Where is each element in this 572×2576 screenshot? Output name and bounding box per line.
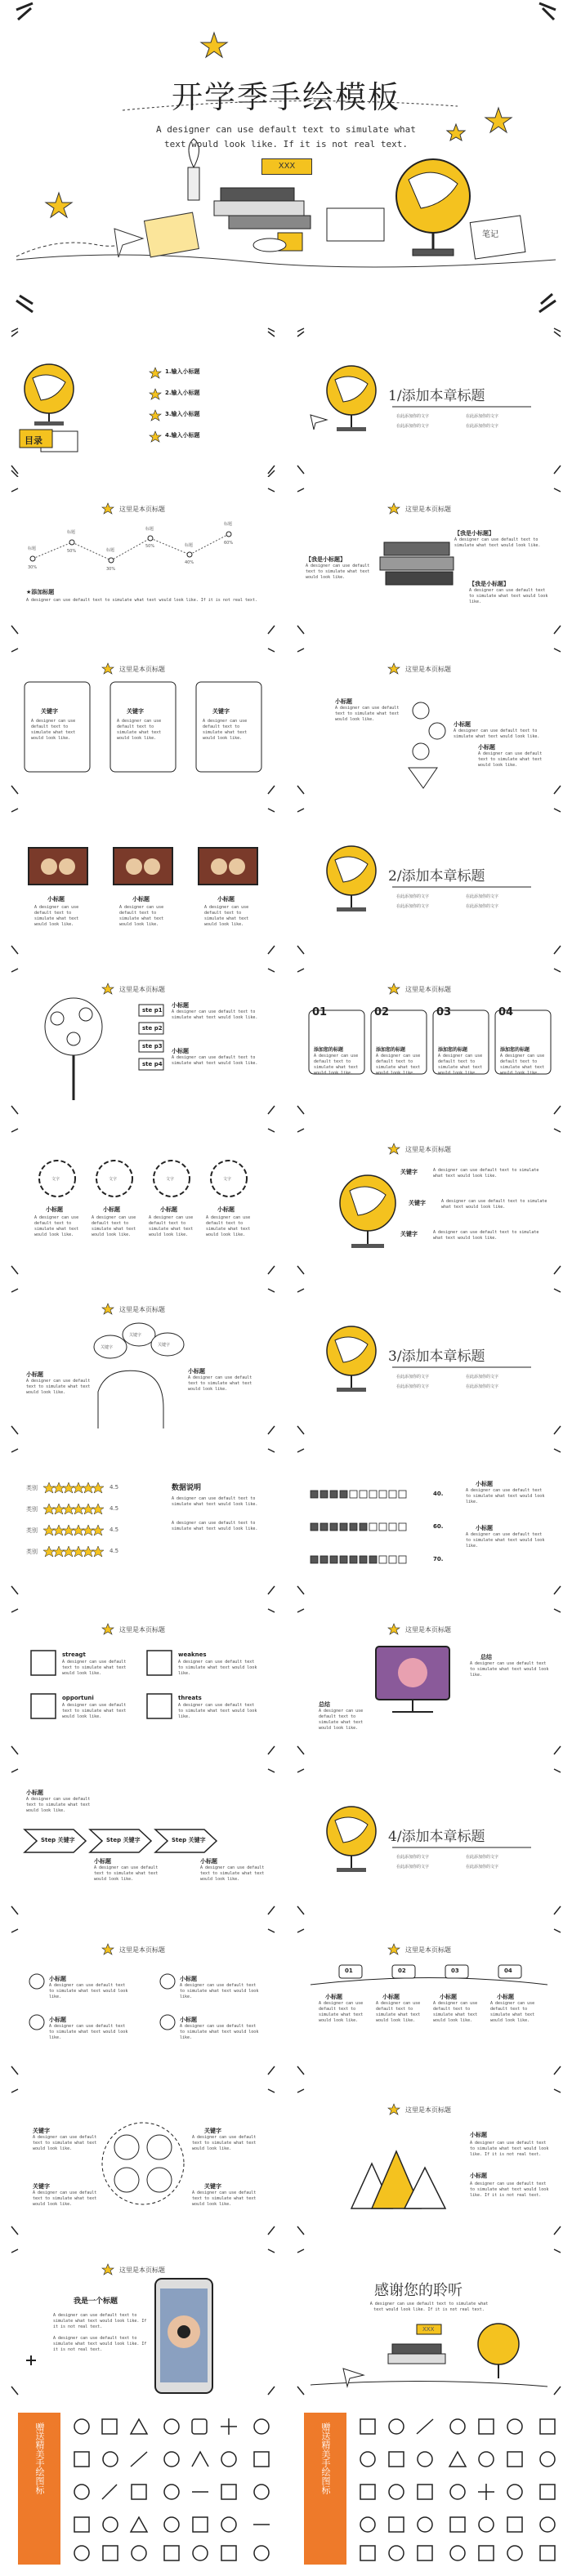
desc: A designer can use default text to simulate what text would look like. — [180, 2024, 259, 2040]
step-arrow-label: Step 关键字 — [172, 1837, 206, 1843]
sub-heading: 小标题 — [497, 1994, 514, 2000]
rating-value: 4.5 — [109, 1548, 119, 1554]
section-bullet: 在此添加你的文字 — [396, 424, 430, 429]
desc: A designer can use default text to simulate what text would look like. — [478, 751, 543, 768]
sub-heading: 小标题 — [49, 2017, 66, 2023]
slide-section-1 — [294, 325, 564, 477]
desc: A designer can use default text to simulate what text would look like. — [180, 1983, 259, 1999]
desc: A designer can use default text to simulate what text would look like. — [33, 2190, 97, 2207]
chart-label: 标题 — [224, 522, 233, 527]
icons-title: 赠送精美手绘图标 — [34, 2422, 45, 2494]
slide-frame — [8, 325, 278, 477]
slide-icons-1 — [8, 2406, 278, 2569]
keyword-label: 关键字 — [127, 708, 144, 715]
sub-heading: 小标题 — [160, 1206, 177, 1213]
desc: A designer can use default text to simulate what text would look like. — [178, 1660, 257, 1676]
phone-title: 我是一个标题 — [74, 2297, 118, 2306]
slide-title: 这里是本页标题 — [405, 666, 451, 673]
slide-title: 这里是本页标题 — [405, 986, 451, 993]
desc: A designer can use default text to simulate what text would look like. — [438, 1054, 483, 1076]
slide-thinking — [8, 1286, 278, 1437]
slide-timeline — [294, 1926, 564, 2078]
sub-heading: 小标题 — [94, 1858, 111, 1865]
desc: A designer can use default text to simulate what text would look like. — [433, 2001, 478, 2023]
step-label: ste p4 — [142, 1061, 163, 1067]
toc-label: 目录 — [25, 435, 42, 446]
rating-label: 类别 — [26, 1527, 38, 1534]
desc: A designer can use default text to simulate what text would look like. — [204, 905, 249, 927]
notebook-label: 笔记 — [482, 230, 498, 239]
rating-label: 类别 — [26, 1485, 38, 1491]
slide-frame — [294, 1446, 564, 1598]
slide-gears — [8, 1125, 278, 1277]
sub-heading: 小标题 — [217, 896, 235, 902]
step-arrow-label: Step 关键字 — [41, 1837, 75, 1843]
sub-heading: 小标题 — [217, 1206, 235, 1213]
toc-item[interactable]: 3.输入小标题 — [165, 411, 200, 417]
desc: A designer can use default text to simulate what text would look like. — [470, 1661, 549, 1678]
icon-grid — [351, 2406, 564, 2569]
sub-heading: 小标题 — [172, 1048, 189, 1054]
chart-value: 50% — [145, 544, 155, 549]
slide-toc — [8, 325, 278, 477]
desc: A designer can use default text to simulate what text would look like. — [92, 1215, 136, 1237]
icons-title: 赠送精美手绘图标 — [320, 2422, 331, 2494]
slide-section-4 — [294, 1766, 564, 1918]
slide-title: 这里是本页标题 — [119, 1626, 165, 1633]
number-label: 03 — [436, 1006, 452, 1018]
think-keyword: 关键字 — [101, 1345, 114, 1350]
desc: A designer can use default text to simulate what text would look like. — [34, 905, 79, 927]
chart-label: 标题 — [67, 530, 76, 535]
swot-label: weaknes — [178, 1651, 207, 1658]
chart-value: 40% — [185, 560, 194, 565]
slide-frame — [8, 1125, 278, 1277]
step-label: ste p2 — [142, 1025, 163, 1032]
gear-label: 文字 — [51, 1177, 60, 1182]
slide-title: 这里是本页标题 — [405, 1146, 451, 1153]
timeline-number: 03 — [451, 1968, 459, 1974]
summary-label: 总结 — [319, 1701, 330, 1708]
slide-summary — [294, 1606, 564, 1758]
sub-heading: 小标题 — [478, 744, 495, 751]
slide-thanks — [294, 2246, 564, 2398]
thanks-subtitle: A designer can use default text to simulate what text would look like. If it is not real text. — [369, 2302, 489, 2312]
section-bullet: 在此添加你的文字 — [466, 424, 499, 429]
slide-photos — [8, 805, 278, 957]
desc: A designer can use default text to simulate what text would look like. If it is not real text. — [470, 2182, 549, 2198]
sub-heading: 小标题 — [180, 2017, 197, 2023]
slide-title: 这里是本页标题 — [119, 2266, 165, 2274]
chart-value: 50% — [67, 549, 77, 554]
chart-label: 标题 — [28, 546, 37, 551]
desc: A designer can use default text to simulate what text would look like. — [433, 1230, 539, 1241]
gear-label: 文字 — [166, 1177, 175, 1182]
slide-books — [294, 485, 564, 637]
slide-section-3 — [294, 1286, 564, 1437]
section-title: 1/添加本章标题 — [388, 388, 485, 404]
sub-heading: 小标题 — [470, 2173, 487, 2179]
sub-heading: 小标题 — [476, 1525, 493, 1531]
progress-value: 40. — [433, 1491, 444, 1497]
desc: A designer can use default text to simulate what text would look like. — [172, 1009, 258, 1020]
desc: A designer can use default text to simulate what text would look like. — [33, 2135, 97, 2151]
chart-label: 标题 — [106, 548, 115, 553]
keyword-label: 关键字 — [41, 708, 58, 715]
section-bullet: 在此添加你的文字 — [466, 1855, 499, 1860]
slide-section-2 — [294, 805, 564, 957]
section-bullet: 在此添加你的文字 — [466, 1384, 499, 1389]
sub-heading: 小标题 — [180, 1976, 197, 1982]
section-bullet: 在此添加你的文字 — [396, 1865, 430, 1870]
cover-subtitle: A designer can use default text to simulate what text would look like. If it is not real text. — [156, 124, 416, 149]
sub-heading: 小标题 — [188, 1368, 205, 1375]
section-bullet: 在此添加你的文字 — [396, 1384, 430, 1389]
chart-value: 60% — [224, 541, 234, 546]
desc: A designer can use default text to simulate what text would look like. If it is not real text. — [53, 2313, 147, 2329]
sub-heading: 【我是小标题】 — [306, 556, 346, 563]
click-title: 添加您的标题 — [314, 1047, 344, 1053]
desc: A designer can use default text to simulate what text would look like. — [466, 1488, 545, 1504]
swot-label: streagt — [62, 1651, 86, 1658]
sub-heading: 【我是小标题】 — [454, 530, 494, 537]
keyword-label: 关键字 — [400, 1231, 418, 1237]
desc: A designer can use default text to simulate what text would look like. — [26, 1379, 91, 1395]
desc: A designer can use default text to simulate what text would look like. — [454, 729, 540, 739]
section-bullet: 在此添加你的文字 — [396, 1855, 430, 1860]
desc: A designer can use default text to simulate what text would look like. — [319, 2001, 364, 2023]
number-label: 01 — [312, 1006, 328, 1018]
keyword-label: 关键字 — [409, 1200, 426, 1206]
progress-value: 60. — [433, 1523, 444, 1530]
slide-title: 这里是本页标题 — [119, 986, 165, 993]
sub-heading: 小标题 — [26, 1789, 43, 1796]
sub-heading: 小标题 — [470, 2132, 487, 2138]
slide-frame — [8, 805, 278, 957]
keyword-label: 关键字 — [212, 708, 230, 715]
rating-value: 4.5 — [109, 1526, 119, 1533]
desc: A designer can use default text to simulate what text would look like. — [172, 1055, 258, 1066]
desc: A designer can use default text to simulate what text would look like. — [203, 719, 248, 741]
section-bullet: 在此添加你的文字 — [466, 904, 499, 909]
chart-label: 标题 — [145, 527, 154, 532]
desc: A designer can use default text to simulate what text would look like. — [172, 1521, 258, 1531]
sub-heading: 小标题 — [454, 721, 471, 728]
step-label: ste p3 — [142, 1043, 163, 1050]
section-bullet: 在此添加你的文字 — [396, 414, 430, 419]
sub-heading: 小标题 — [382, 1994, 400, 2000]
desc: A designer can use default text to simulate what text would look like. If it is not real text. — [53, 2336, 147, 2352]
number-label: 04 — [498, 1006, 514, 1018]
rating-label: 类别 — [26, 1549, 38, 1555]
chart-value: 30% — [28, 565, 38, 570]
sub-heading: 小标题 — [335, 698, 352, 705]
slide-numbered-list — [8, 1926, 278, 2078]
slide-ratings — [8, 1446, 278, 1598]
slide-swot — [8, 1606, 278, 1758]
keyword-label: 关键字 — [33, 2128, 50, 2134]
sub-heading: 小标题 — [46, 1206, 63, 1213]
desc: A designer can use default text to simulate what text would look like. — [49, 2024, 128, 2040]
desc: A designer can use default text to simulate what text would look like. — [62, 1703, 127, 1719]
slide-keywords — [8, 645, 278, 797]
desc: A designer can use default text to simulate what text would look like. — [200, 1865, 265, 1882]
keyword-label: 关键字 — [33, 2183, 50, 2190]
slide-pencil — [294, 645, 564, 797]
click-title: 添加您的标题 — [376, 1047, 406, 1053]
swot-label: threats — [178, 1695, 202, 1701]
ratings-heading: 数据说明 — [172, 1484, 202, 1492]
think-keyword: 关键字 — [158, 1343, 171, 1348]
slide-numbers — [294, 965, 564, 1117]
desc: A designer can use default text to simulate what text would look like. — [178, 1703, 257, 1719]
slide-circles — [8, 2086, 278, 2238]
thanks-button[interactable]: XXX — [422, 2326, 435, 2333]
slide-title: 这里是本页标题 — [405, 2106, 451, 2114]
sub-heading: 小标题 — [172, 1002, 189, 1009]
desc: A designer can use default text to simulate what text would look like. — [117, 719, 162, 741]
rating-value: 4.5 — [109, 1484, 119, 1491]
desc: A designer can use default text to simulate what text would look like. — [192, 2135, 257, 2151]
timeline-number: 04 — [504, 1968, 512, 1974]
desc: A designer can use default text to simulate what text would look like. — [319, 1709, 364, 1731]
keyword-label: 关键字 — [204, 2183, 221, 2190]
chart-value: 30% — [106, 567, 116, 572]
timeline-number: 02 — [398, 1968, 406, 1974]
cover-title: 开学季手绘模板 — [171, 79, 400, 115]
slide-tree-steps — [8, 965, 278, 1117]
desc: A designer can use default text to simulate what text would look like. — [490, 2001, 535, 2023]
slide-step-arrows — [8, 1766, 278, 1918]
gear-label: 文字 — [223, 1177, 232, 1182]
number-label: 02 — [374, 1006, 390, 1018]
section-bullet: 在此添加你的文字 — [396, 1375, 430, 1379]
section-bullet: 在此添加你的文字 — [396, 904, 430, 909]
section-title: 3/添加本章标题 — [388, 1348, 485, 1365]
progress-value: 70. — [433, 1556, 444, 1562]
sub-heading: 小标题 — [47, 896, 65, 902]
section-bullet: 在此添加你的文字 — [466, 1865, 499, 1870]
rating-value: 4.5 — [109, 1505, 119, 1512]
desc: A designer can use default text to simulate what text would look like. — [119, 905, 164, 927]
desc: A designer can use default text to simulate what text would look like. — [469, 588, 548, 604]
gear-label: 文字 — [109, 1177, 118, 1182]
desc: A designer can use default text to simulate what text would look like. — [306, 564, 370, 580]
slide-progress — [294, 1446, 564, 1598]
desc: A designer can use default text to simulate what text would look like. — [433, 1168, 539, 1179]
desc: A designer can use default text to simulate what text would look like. — [376, 2001, 421, 2023]
desc: A designer can use default text to simulate what text would look like. — [376, 1054, 421, 1076]
summary-label: 总结 — [480, 1654, 492, 1660]
desc: A designer can use default text to simulate what text would look like. — [149, 1215, 194, 1237]
desc: A designer can use default text to simulate what text would look like. If it is not real text. — [470, 2141, 549, 2157]
desc: A designer can use default text to simulate what text would look like. — [441, 1199, 547, 1210]
think-keyword: 关键字 — [129, 1333, 142, 1338]
desc: A designer can use default text to simulate what text would look like. — [466, 1532, 545, 1549]
toc-item[interactable]: 2.输入小标题 — [165, 390, 200, 396]
sub-heading: 小标题 — [325, 1994, 342, 2000]
icon-grid — [65, 2406, 278, 2569]
slide-title: 这里是本页标题 — [405, 506, 451, 513]
toc-item[interactable]: 1.输入小标题 — [165, 368, 200, 375]
desc: A designer can use default text to simulate what text would look like. — [62, 1660, 127, 1676]
section-bullet: 在此添加你的文字 — [466, 414, 499, 419]
desc: A designer can use default text to simulate what text would look like. — [31, 719, 76, 741]
slide-frame — [294, 2246, 564, 2398]
slide-title: 这里是本页标题 — [405, 1626, 451, 1633]
slide-frame — [8, 2086, 278, 2238]
desc: A designer can use default text to simulate what text would look like. — [500, 1054, 545, 1076]
keyword-label: 关键字 — [400, 1169, 418, 1175]
section-title: 2/添加本章标题 — [388, 868, 485, 885]
desc: A designer can use default text to simulate what text would look like. — [172, 1496, 258, 1507]
slide-globe-keywords — [294, 1125, 564, 1277]
desc: A designer can use default text to simulate what text would look like. — [314, 1054, 359, 1076]
section-bullet: 在此添加你的文字 — [466, 1375, 499, 1379]
click-title: 添加您的标题 — [500, 1047, 530, 1053]
rating-label: 类别 — [26, 1506, 38, 1513]
slide-title: 这里是本页标题 — [405, 1946, 451, 1954]
section-bullet: 在此添加你的文字 — [396, 894, 430, 899]
desc: A designer can use default text to simulate what text would look like. — [188, 1375, 252, 1392]
sub-heading: 小标题 — [103, 1206, 120, 1213]
desc: A designer can use default text to simulate what text would look like. — [192, 2190, 257, 2207]
sub-heading: 小标题 — [476, 1481, 493, 1487]
slide-title: 这里是本页标题 — [119, 666, 165, 673]
click-title: 添加您的标题 — [438, 1047, 468, 1053]
step-arrow-label: Step 关键字 — [106, 1837, 141, 1843]
chart-desc: A designer can use default text to simulate what text would look like. If it is not real text. — [26, 598, 257, 603]
desc: A designer can use default text to simulate what text would look like. — [206, 1215, 251, 1237]
desc: A designer can use default text to simulate what text would look like. — [49, 1983, 128, 1999]
slide-title: 这里是本页标题 — [119, 1306, 165, 1313]
sub-heading: 【我是小标题】 — [469, 581, 509, 587]
sub-heading: 小标题 — [132, 896, 150, 902]
chart-heading: ★添加标题 — [26, 589, 55, 595]
slide-title: 这里是本页标题 — [119, 1946, 165, 1954]
chart-label: 标题 — [185, 543, 194, 548]
slide-phone — [8, 2246, 278, 2398]
desc: A designer can use default text to simulate what text would look like. — [94, 1865, 159, 1882]
slide-pyramids — [294, 2086, 564, 2238]
timeline-number: 01 — [345, 1968, 353, 1974]
slide-line-chart — [8, 485, 278, 637]
slide-title: 这里是本页标题 — [119, 506, 165, 513]
desc: A designer can use default text to simulate what text would look like. — [34, 1215, 79, 1237]
toc-item[interactable]: 4.输入小标题 — [165, 432, 200, 439]
cover-button[interactable]: XXX — [261, 158, 312, 175]
desc: A designer can use default text to simulate what text would look like. — [335, 706, 400, 722]
keyword-label: 关键字 — [204, 2128, 221, 2134]
step-label: ste p1 — [142, 1007, 163, 1014]
desc: A designer can use default text to simulate what text would look like. — [26, 1797, 91, 1813]
section-title: 4/添加本章标题 — [388, 1829, 485, 1845]
desc: A designer can use default text to simulate what text would look like. — [454, 537, 541, 548]
section-bullet: 在此添加你的文字 — [466, 894, 499, 899]
sub-heading: 小标题 — [200, 1858, 217, 1865]
swot-label: opportuni — [62, 1695, 94, 1701]
slide-icons-2 — [294, 2406, 564, 2569]
cover-slide — [0, 0, 572, 317]
thanks-title: 感谢您的聆听 — [374, 2282, 463, 2299]
sub-heading: 小标题 — [26, 1371, 43, 1378]
sub-heading: 小标题 — [49, 1976, 66, 1982]
sub-heading: 小标题 — [440, 1994, 457, 2000]
